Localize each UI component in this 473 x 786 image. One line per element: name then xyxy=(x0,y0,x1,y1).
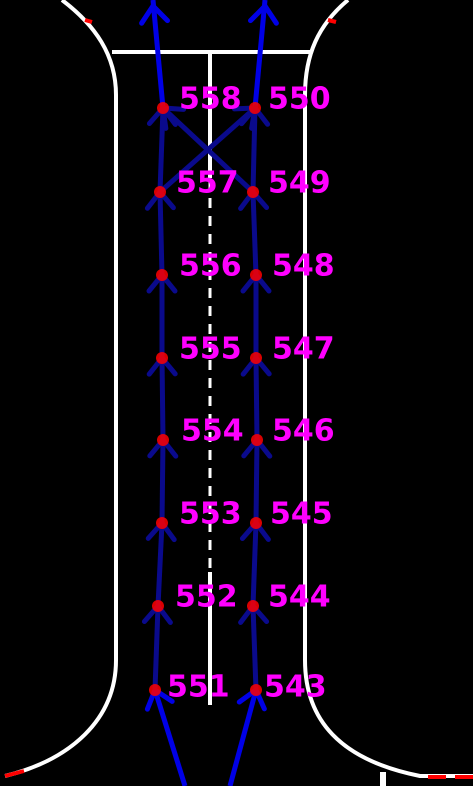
node-label-547: 547 xyxy=(272,331,335,367)
node-label-557: 557 xyxy=(176,165,239,201)
edge-551-552 xyxy=(155,606,158,690)
edge-543-544 xyxy=(253,606,256,690)
node-553[interactable] xyxy=(156,517,168,529)
road-boundaries xyxy=(5,0,473,786)
node-552[interactable] xyxy=(152,600,164,612)
node-556[interactable] xyxy=(156,269,168,281)
edge-549-550 xyxy=(253,108,255,192)
node-549[interactable] xyxy=(247,186,259,198)
edge-552-553 xyxy=(158,523,162,606)
node-551[interactable] xyxy=(149,684,161,696)
edge-545-546 xyxy=(256,440,257,523)
edge-546-547 xyxy=(256,358,257,440)
curb-mark-top-right xyxy=(328,20,336,22)
node-554[interactable] xyxy=(157,434,169,446)
edge-544-545 xyxy=(253,523,256,606)
node-label-546: 546 xyxy=(272,413,335,449)
edge-554-555 xyxy=(162,358,163,440)
edge-556-557 xyxy=(160,192,162,275)
node-546[interactable] xyxy=(251,434,263,446)
curb-mark-bottom-left xyxy=(5,771,24,776)
node-label-549: 549 xyxy=(268,165,331,201)
node-label-554: 554 xyxy=(181,413,244,449)
entry-lane-right xyxy=(230,690,256,786)
node-543[interactable] xyxy=(250,684,262,696)
node-label-543: 543 xyxy=(264,669,327,705)
node-550[interactable] xyxy=(249,102,261,114)
node-label-550: 550 xyxy=(268,81,331,117)
node-label-545: 545 xyxy=(270,496,333,532)
curb-mark-top-left xyxy=(85,20,92,22)
node-558[interactable] xyxy=(157,102,169,114)
left-road-edge xyxy=(5,0,116,776)
node-544[interactable] xyxy=(247,600,259,612)
node-557[interactable] xyxy=(154,186,166,198)
node-label-552: 552 xyxy=(175,579,238,615)
node-555[interactable] xyxy=(156,352,168,364)
node-label-555: 555 xyxy=(179,331,242,367)
node-label-558: 558 xyxy=(179,81,242,117)
edge-548-549 xyxy=(253,192,256,275)
node-547[interactable] xyxy=(250,352,262,364)
node-label-551: 551 xyxy=(167,669,230,705)
curb-markings xyxy=(5,20,473,777)
node-label-548: 548 xyxy=(272,248,335,284)
node-545[interactable] xyxy=(250,517,262,529)
node-label-544: 544 xyxy=(268,579,331,615)
edge-553-554 xyxy=(162,440,163,523)
node-label-553: 553 xyxy=(179,496,242,532)
node-548[interactable] xyxy=(250,269,262,281)
node-label-556: 556 xyxy=(179,248,242,284)
